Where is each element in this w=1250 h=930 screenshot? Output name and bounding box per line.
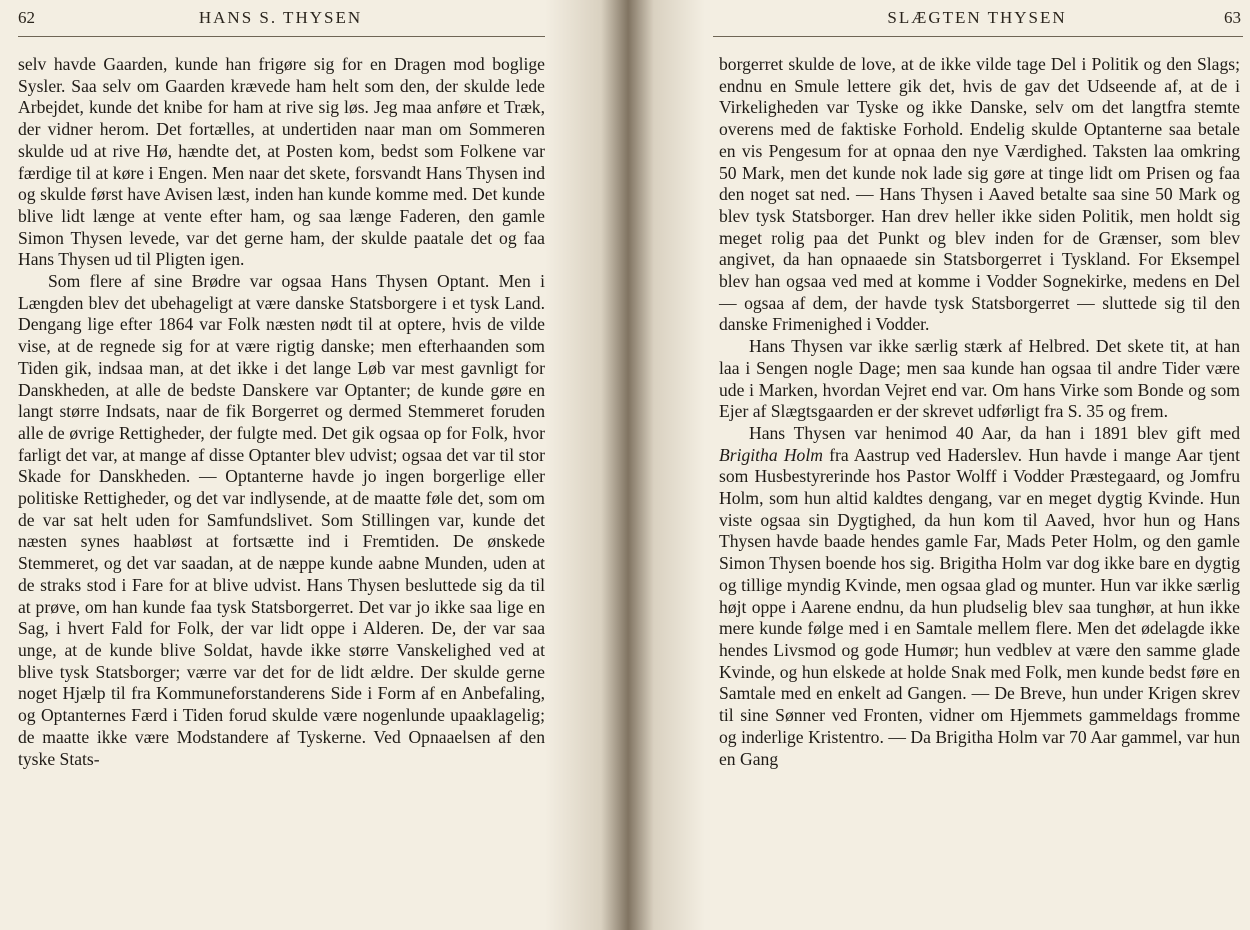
right-page-header xyxy=(713,8,1241,34)
paragraph-text: Hans Thysen var henimod 40 Aar, da han i 1891 blev gift med xyxy=(749,422,1240,443)
paragraph: Hans Thysen var ikke særlig stærk af Helbred. Det skete tit, at han laa i Sengen nogle Dage; men saa kunde han ogsaa til andre Tider være ude i Marken, hvordan Vejret end var. Om hans Virke som Bonde og som Ejer af Slægtsgaarden er der skrevet udførligt fra S. 35 og frem. xyxy=(719,336,1240,422)
running-head: HANS S. THYSEN xyxy=(198,8,363,27)
paragraph-text: fra Aastrup ved Haderslev. Hun havde i mange Aar tjent som Husbestyrerinde hos Pastor Wolff i Vodder Præstegaard, og Jomfru Holm, som hun altid kaldtes dengang, var en meget dygtig Kvinde. Hun viste ogsaa sin Dygtighed, da hun kom til Aaved, hvor hun og Hans Thysen havde baade hendes gamle Far, Mads Peter Holm, og den gamle Simon Thysen boende hos sig. Brigitha Holm var dog ikke bare en dygtig og tillige myndig Kvinde, men ogsaa glad og munter. Hun var ikke særlig højt oppe i Aarene endnu, da hun pludselig blev saa tunghør, at hun ikke mere kunde følge med i en Samtale mellem flere. Men det ødelagde ikke hendes Livsmod og gode Humør; hun vedblev at være den samme glade Kvinde, og hun elskede at holde Snak med Folk, men kunde bedst føre en Samtale med en enkelt ad Gangen. — De Breve, hun under Krigen skrev til sine Sønner ved Fronten, vidner om Hjemmets gammeldags fromme og inderlige Kristentro. — Da Brigitha Holm var 70 Aar gammel, var hun en Gang xyxy=(719,444,1240,769)
page-number: 62 xyxy=(18,8,35,27)
paragraph: selv havde Gaarden, kunde han frigøre sig for en Dragen mod boglige Sysler. Saa selv om Gaarden krævede ham helt som den, der skulde lede Arbejdet, kunde det knibe for ham at rive sig løs. Jeg maa anføre et Træk, der vidner herom. Det fortælles, at undertiden naar man om Sommeren skulde ud at rive Hø, hændte det, at Posten kom, bedst som Folkene var færdige til at køre i Engen. Men naar det skete, forsvandt Hans Thysen ind og skulde først have Avisen læst, inden han kunde komme med. Det kunde blive lidt længe at vente efter ham, og saa længe Faderen, den gamle Simon Thysen levede, var det gerne ham, der skulde paatale det og faa Hans Thysen ud til Pligten igen. xyxy=(18,54,545,270)
left-page-header xyxy=(18,8,543,34)
paragraph: borgerret skulde de love, at de ikke vilde tage Del i Politik og den Slags; endnu en Smule lettere gik det, hvis de gav det Udseende af, at de i Virkeligheden var Tyske og ikke Danske, selv om det langtfra stemte overens med de faktiske Forhold. Endelig skulde Optanterne saa betale en vis Pengesum for at opnaa den nye Værdighed. Taksten laa omkring 50 Mark, men det kunde nok lade sig gøre at tinge lidt om Prisen og faa den noget sat ned. — Hans Thysen i Aaved betalte saa sine 50 Mark og blev tysk Statsborger. Han drev heller ikke siden Politik, men holdt sig meget rolig paa det Punkt og blev inden for de Grænser, som blev angivet, da han opnaaede sin Statsborgerret i Tyskland. For Eksempel blev han ogsaa ved med at komme i Vodder Sognekirke, medens en Del — ogsaa af dem, der havde tysk Statsborgerret — sluttede sig til den danske Frimenighed i Vodder. xyxy=(719,54,1240,335)
header-rule xyxy=(18,36,545,37)
header-rule xyxy=(713,36,1243,37)
running-head: SLÆGTEN THYSEN xyxy=(887,8,1067,27)
right-page xyxy=(625,0,1250,930)
italic-name: Brigitha Holm xyxy=(719,444,823,465)
right-page-body xyxy=(719,54,1240,770)
paragraph xyxy=(719,423,1240,770)
left-page-body xyxy=(18,54,545,770)
paragraph: Som flere af sine Brødre var ogsaa Hans Thysen Optant. Men i Længden blev det ubehageligt at være danske Statsborgere i et tysk Land. Dengang lige efter 1864 var Folk næsten nødt til at optere, hvis de vilde vise, at de regnede sig for at være rigtig danske; men efterhaanden som Tiden gik, indsaa man, at det ikke i det lange Løb var mest gavnligt for Danskheden, at alle de bedste Danskere var Optanter; de kunde gøre en langt større Indsats, naar de fik Borgerret og dermed Stemmeret foruden alle de øvrige Rettigheder, der fulgte med. Det gik ogsaa op for Folk, hvor farligt det var, at mange af disse Optanter blev udvist; ogsaa det var til stor Skade for Danskheden. — Optanterne havde jo ingen borgerlige eller politiske Rettigheder, og det var indlysende, at de maatte føle det, som om de var sat helt uden for Samfundslivet. Som Stillingen var, kunde det næsten synes haabløst at fortsætte ind i Fremtiden. De ønskede Stemmeret, og det var saadan, at de næppe kunde aabne Munden, uden at de straks stod i Fare for at blive udvist. Hans Thysen besluttede sig da til at prøve, om han kunde faa tysk Statsborgerret. Det var jo ikke saa lige en Sag, i hvert Fald for Folk, der var lidt oppe i Alderen. De, der var saa unge, at de kunde blive Soldat, havde ikke større Vanskelighed ved at blive tysk Statsborger; værre var det for de lidt ældre. Der skulde gerne noget Hjælp til fra Kommuneforstanderens Side i Form af en Anbefaling, og Optanternes Færd i Tiden forud skulde være nogenlunde upaaklagelig; de maatte ikke være Modstandere af Tyskerne. Ved Opnaaelsen af den tyske Stats- xyxy=(18,271,545,769)
page-number: 63 xyxy=(1224,8,1241,27)
